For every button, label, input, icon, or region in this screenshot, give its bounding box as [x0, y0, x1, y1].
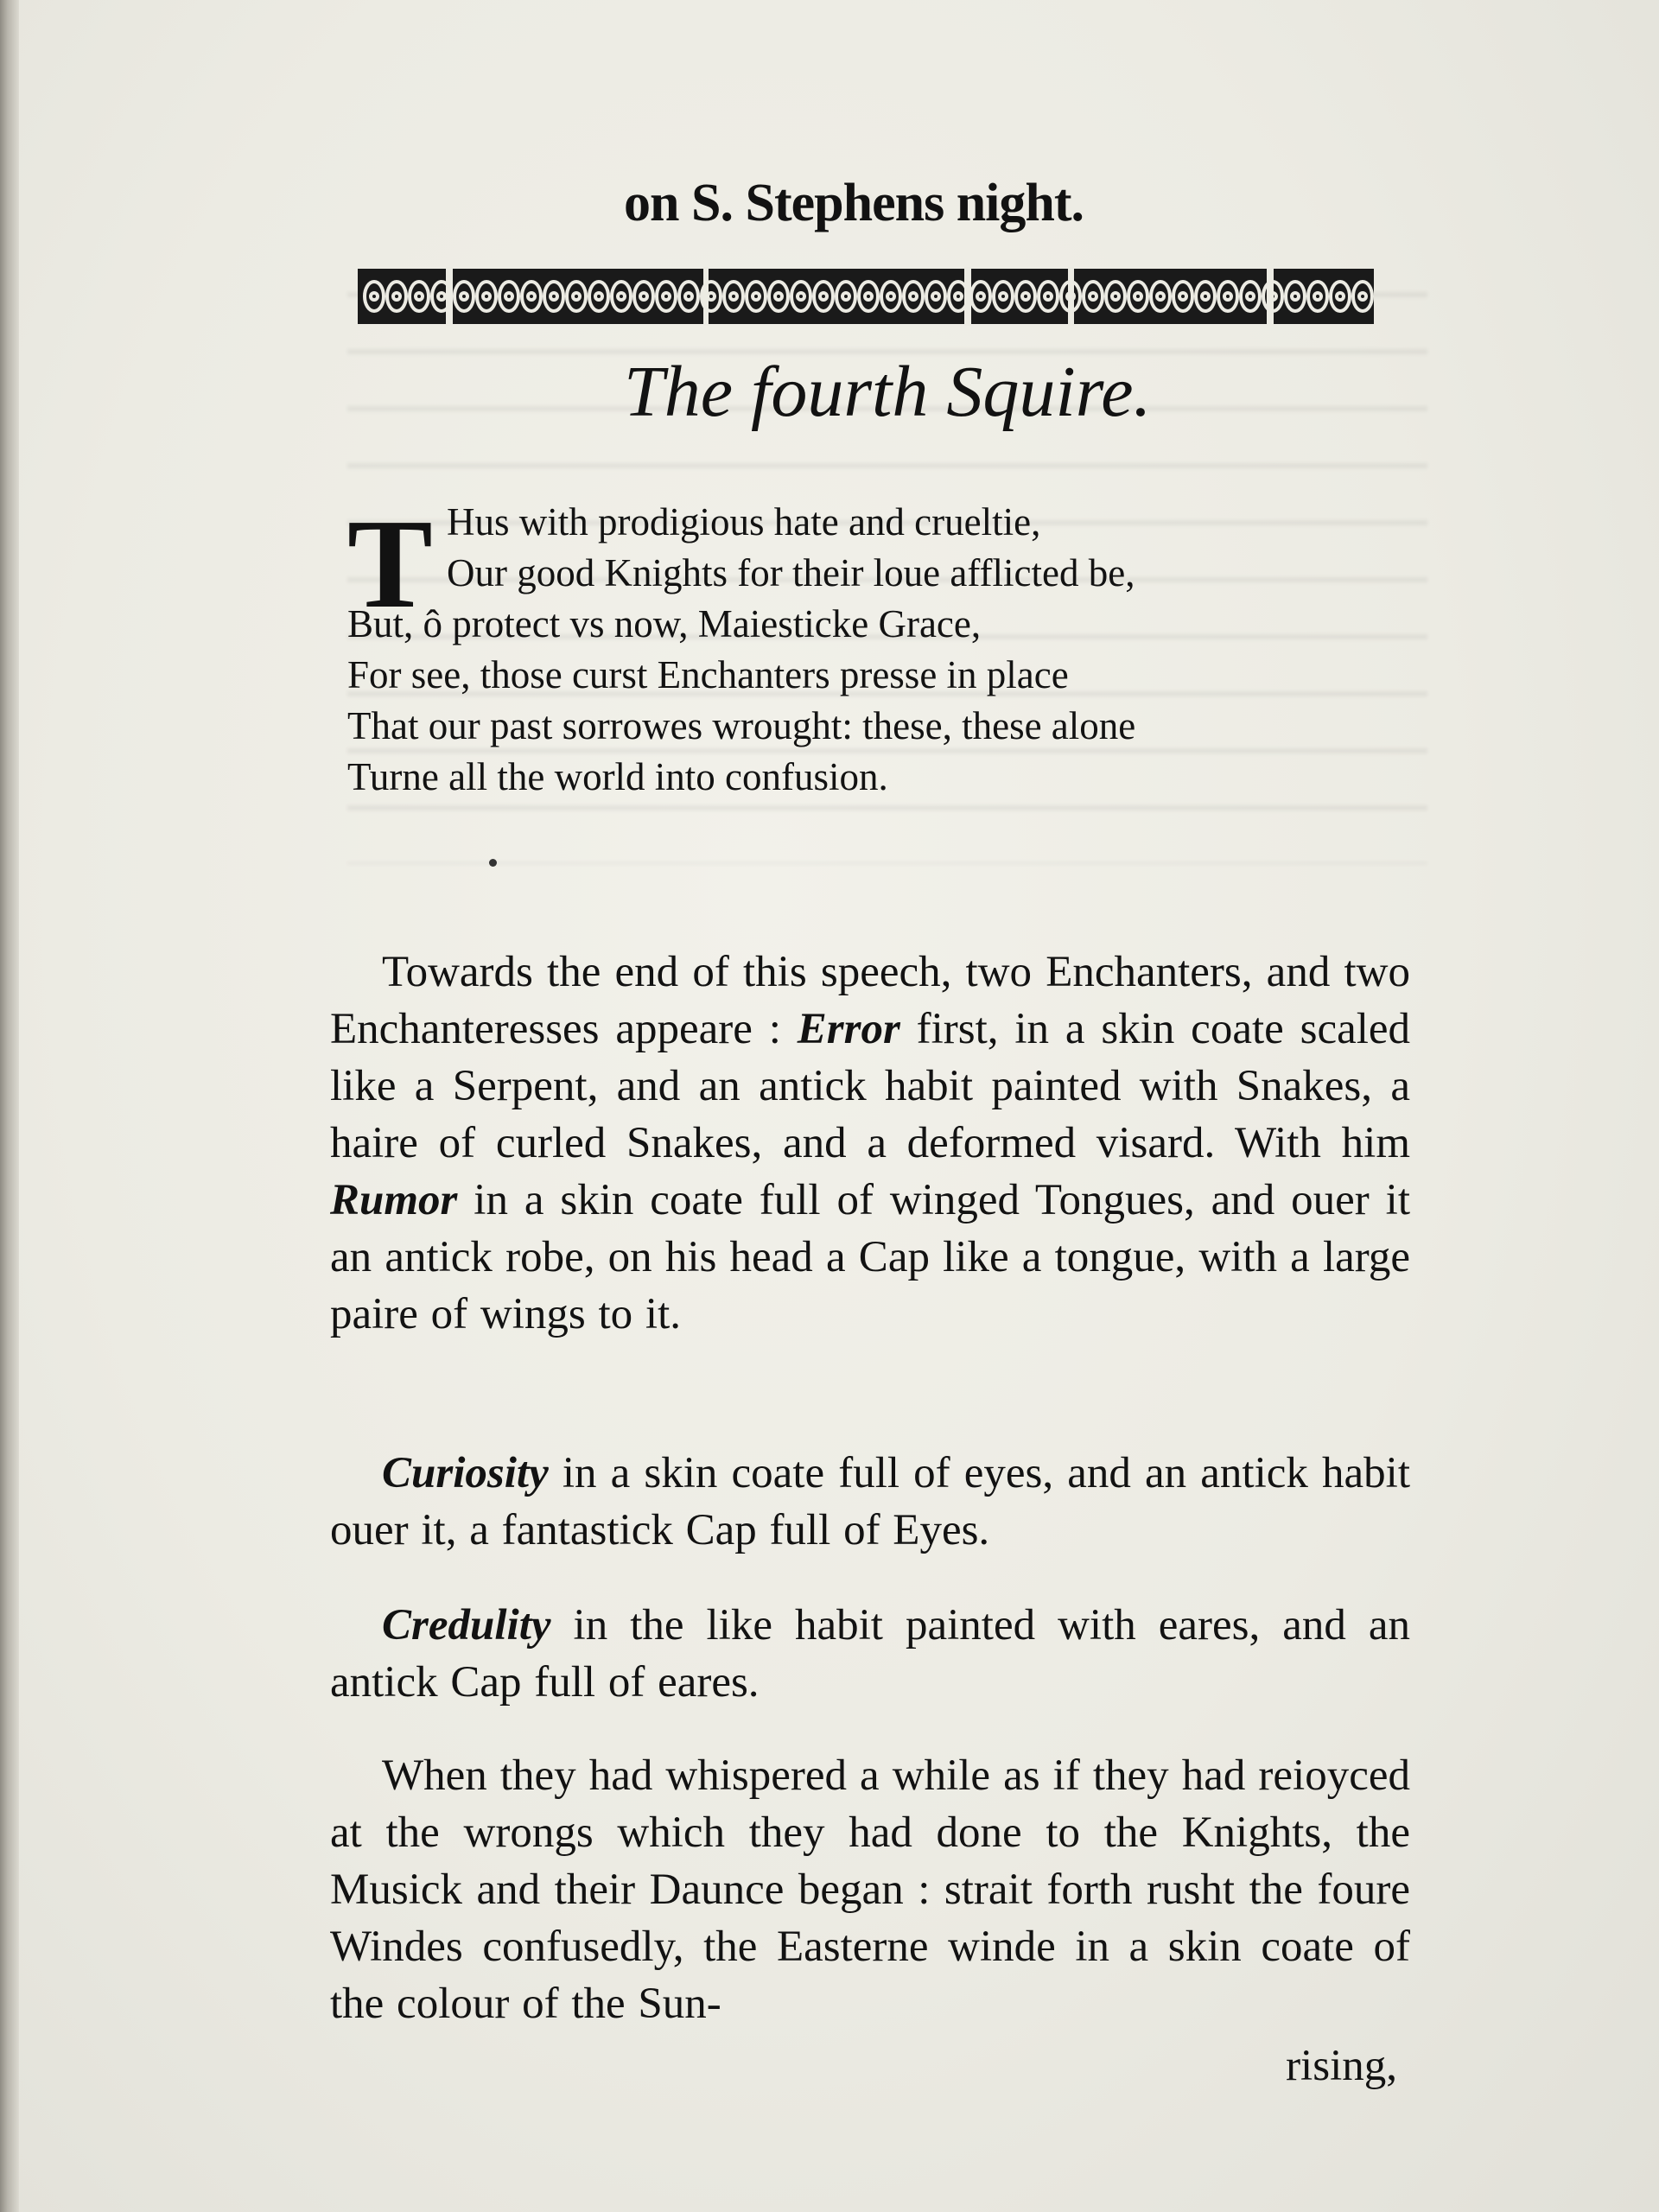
verse-line: That our past sorrowes wrought: these, these alone: [347, 704, 1136, 747]
character-name-curiosity: Curiosity: [382, 1449, 549, 1497]
catchword: rising,: [1286, 2042, 1397, 2090]
character-name-rumor: Rumor: [330, 1176, 458, 1224]
verse-line: Hus with prodigious hate and crueltie,: [447, 500, 1041, 543]
paragraph-text: in a skin coate full of winged Tongues, and ouer it an antick robe, on his head a Cap like a tongue, with a large paire of wings to it.: [330, 1176, 1411, 1338]
ornamental-rule: [356, 264, 1376, 329]
paragraph-text: in the like habit painted with eares, and an antick Cap full of eares.: [330, 1601, 1411, 1707]
page-gutter-shadow: [0, 0, 19, 2212]
paragraph-enchanters: [330, 944, 1410, 1343]
section-title: The fourth Squire.: [624, 352, 1152, 432]
character-name-error: Error: [797, 1005, 900, 1053]
verse-block: [347, 493, 1341, 803]
paragraph-text: Towards the end of this speech, two Enchanters, and two Enchanteresses appeare :: [330, 948, 1410, 1053]
drop-cap: T: [347, 493, 433, 635]
paragraph-credulity: [330, 1597, 1410, 1711]
verse-line: But, ô protect vs now, Maiesticke Grace,: [347, 602, 982, 645]
paragraph-text: When they had whispered a while as if they had reioyced at the wrongs which they had done to the Knights, the Musick and their Daunce began : strait forth rusht the foure Windes confusedly, the Easterne winde in a skin coate of the colour of the Sun-: [330, 1751, 1410, 2028]
verse-line: For see, those curst Enchanters presse in place: [347, 653, 1069, 696]
character-name-credulity: Credulity: [382, 1601, 551, 1649]
book-page: [19, 0, 1659, 2212]
stray-print-mark: [489, 859, 497, 867]
paragraph-curiosity: [330, 1445, 1410, 1559]
paragraph-text: in a skin coate full of eyes, and an antick habit ouer it, a fantastick Cap full of Eyes.: [330, 1449, 1411, 1554]
paragraph-text: first, in a skin coate scaled like a Serpent, and an antick habit painted with Snakes, a haire of curled Snakes, and a deformed visard. With him: [330, 1005, 1411, 1167]
verse-line: Turne all the world into confusion.: [347, 755, 888, 798]
paragraph-windes: [330, 1747, 1410, 2032]
running-head: on S. Stephens night.: [624, 174, 1084, 232]
verse-line: Our good Knights for their loue afflicted be,: [447, 551, 1135, 594]
